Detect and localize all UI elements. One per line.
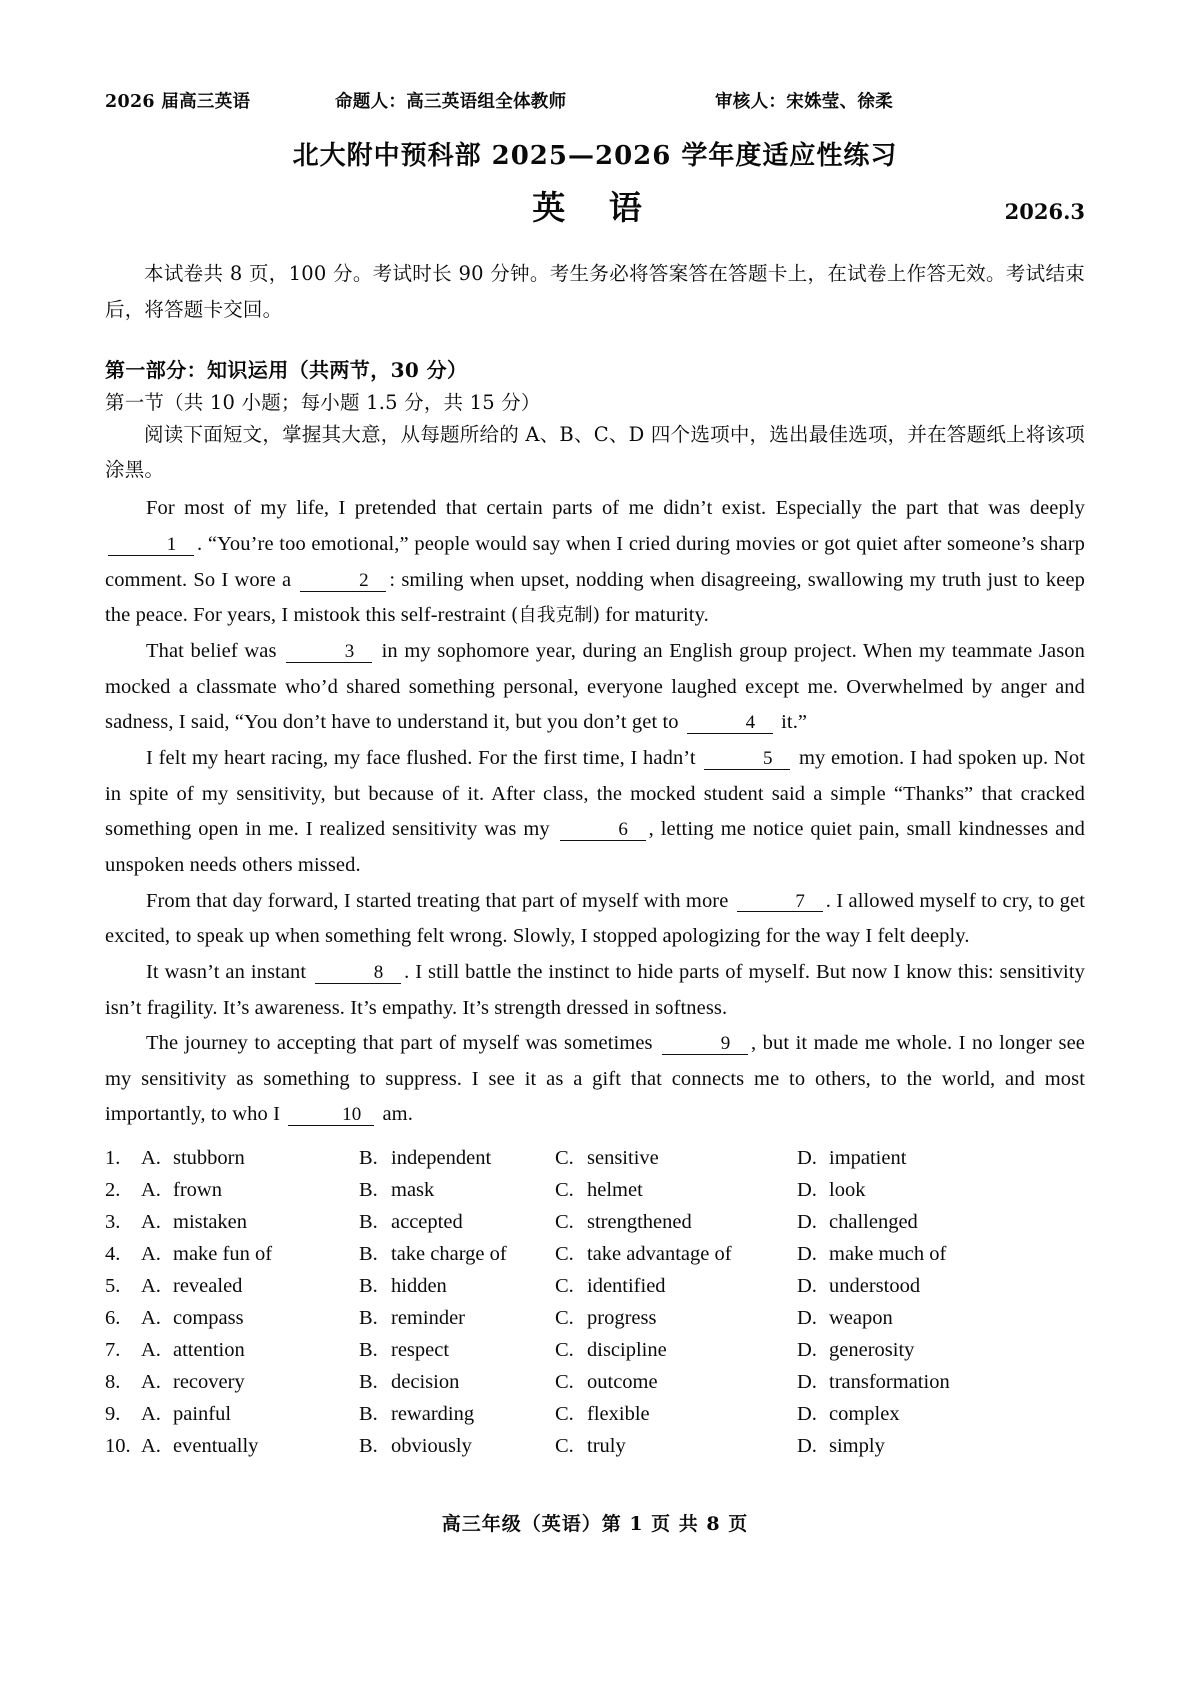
passage-paragraph xyxy=(105,634,1085,741)
option-D[interactable] xyxy=(797,1143,1085,1175)
header-grade-label: 2026 届高三英语 xyxy=(105,92,251,112)
option-letter-C: C. xyxy=(555,1370,574,1393)
option-C[interactable] xyxy=(555,1303,797,1335)
option-text: complex xyxy=(829,1402,900,1425)
option-A[interactable] xyxy=(141,1239,359,1271)
option-text: mistaken xyxy=(173,1211,248,1234)
answer-blank-10[interactable]: 10 xyxy=(288,1105,374,1126)
option-letter-B: B. xyxy=(359,1147,378,1170)
option-A[interactable] xyxy=(141,1431,359,1463)
option-B[interactable] xyxy=(359,1175,555,1207)
option-letter-A: A. xyxy=(141,1211,161,1234)
options-list xyxy=(105,1143,1085,1463)
answer-blank-7[interactable]: 7 xyxy=(737,892,823,913)
option-A[interactable] xyxy=(141,1143,359,1175)
option-C[interactable] xyxy=(555,1335,797,1367)
option-letter-A: A. xyxy=(141,1179,161,1202)
question-number: 4. xyxy=(105,1243,121,1266)
page-title: 北大附中预科部 2025—2026 学年度适应性练习 xyxy=(292,141,898,171)
option-text: make fun of xyxy=(173,1243,273,1266)
option-D[interactable] xyxy=(797,1335,1085,1367)
option-A[interactable] xyxy=(141,1175,359,1207)
option-text: simply xyxy=(829,1434,885,1457)
passage-text: for maturity. xyxy=(600,604,709,627)
option-C[interactable] xyxy=(555,1271,797,1303)
option-D[interactable] xyxy=(797,1367,1085,1399)
option-letter-D: D. xyxy=(797,1275,817,1297)
option-D[interactable] xyxy=(797,1271,1085,1303)
option-letter-B: B. xyxy=(359,1338,378,1361)
passage-text: The journey to accepting that part of myself was sometimes xyxy=(146,1032,660,1055)
option-letter-D: D. xyxy=(797,1306,817,1329)
answer-blank-6[interactable]: 6 xyxy=(560,820,646,841)
question-number: 5. xyxy=(105,1275,121,1297)
option-letter-A: A. xyxy=(141,1147,161,1170)
question-number: 3. xyxy=(105,1211,121,1234)
option-text: make much of xyxy=(829,1243,947,1266)
option-text: painful xyxy=(173,1402,232,1425)
option-text: take charge of xyxy=(391,1243,507,1266)
passage-text: it.” xyxy=(775,711,808,734)
option-text: reminder xyxy=(391,1306,465,1329)
option-letter-D: D. xyxy=(797,1147,817,1170)
option-text: respect xyxy=(391,1338,450,1361)
question-row xyxy=(105,1303,1085,1335)
option-A[interactable] xyxy=(141,1399,359,1431)
exam-date: 2026.3 xyxy=(1004,199,1085,224)
option-letter-B: B. xyxy=(359,1243,378,1266)
passage-paragraph xyxy=(105,1026,1085,1133)
option-D[interactable] xyxy=(797,1399,1085,1431)
passage-paragraph xyxy=(105,884,1085,955)
option-B[interactable] xyxy=(359,1431,555,1463)
option-letter-B: B. xyxy=(359,1179,378,1202)
option-B[interactable] xyxy=(359,1271,555,1303)
passage-text: am. xyxy=(377,1103,413,1126)
option-A[interactable] xyxy=(141,1207,359,1239)
subject-title-row xyxy=(105,182,1085,226)
option-D[interactable] xyxy=(797,1175,1085,1207)
question-row xyxy=(105,1239,1085,1271)
option-text: mask xyxy=(391,1179,435,1202)
option-B[interactable] xyxy=(359,1335,555,1367)
option-text: truly xyxy=(587,1434,626,1457)
question-number: 10. xyxy=(105,1434,131,1457)
header-author-label: 命题人：高三英语组全体教师 xyxy=(335,92,567,112)
option-text: outcome xyxy=(587,1370,658,1393)
section-directions: 阅读下面短文，掌握其大意，从每题所给的 A、B、C、D 四个选项中，选出最佳选项，并在答题纸上将该项涂黑。 xyxy=(105,423,1085,482)
option-text: strengthened xyxy=(587,1211,692,1234)
passage-text: in my sophomore year, during an English group project. When my teammate Jason mocked a classmate who’d shared something personal, everyone laughed except me. Overwhelmed by anger and sadness, I said, “You don’t have to understand it, but you don’t get to xyxy=(105,639,1085,734)
option-letter-D: D. xyxy=(797,1243,817,1266)
option-C[interactable] xyxy=(555,1367,797,1399)
option-A[interactable] xyxy=(141,1335,359,1367)
option-B[interactable] xyxy=(359,1367,555,1399)
question-number: 8. xyxy=(105,1370,121,1393)
cloze-passage xyxy=(105,491,1085,1133)
header-reviewer-label: 审核人：宋姝莹、徐柔 xyxy=(715,92,893,112)
option-letter-B: B. xyxy=(359,1370,378,1393)
option-text: frown xyxy=(173,1179,222,1202)
option-text: helmet xyxy=(587,1179,643,1202)
part-one-title: 第一部分：知识运用（共两节，30 分） xyxy=(105,358,468,383)
option-letter-B: B. xyxy=(359,1211,378,1234)
option-C[interactable] xyxy=(555,1143,797,1175)
answer-blank-1[interactable]: 1 xyxy=(108,535,194,556)
option-text: sensitive xyxy=(587,1147,659,1170)
question-number: 1. xyxy=(105,1147,121,1170)
option-text: take advantage of xyxy=(587,1243,732,1266)
option-text: transformation xyxy=(829,1370,950,1393)
option-C[interactable] xyxy=(555,1239,797,1271)
option-letter-A: A. xyxy=(141,1275,161,1297)
option-letter-D: D. xyxy=(797,1370,817,1393)
option-text: decision xyxy=(391,1370,460,1393)
page-footer: 高三年级（英语）第 1 页 共 8 页 xyxy=(441,1513,749,1535)
option-C[interactable] xyxy=(555,1175,797,1207)
passage-text: . I still battle the instinct to hide parts of myself. But now I know this: sensitivity isn’t fragility. It’s awareness. It’s empathy. It’s strength dressed in softness. xyxy=(105,960,1086,1019)
option-text: progress xyxy=(587,1306,657,1329)
option-text: challenged xyxy=(829,1211,918,1234)
option-letter-A: A. xyxy=(141,1338,161,1361)
question-row xyxy=(105,1367,1085,1399)
option-letter-A: A. xyxy=(141,1370,161,1393)
option-letter-A: A. xyxy=(141,1434,161,1457)
option-text: obviously xyxy=(391,1434,472,1457)
option-letter-A: A. xyxy=(141,1243,161,1266)
option-letter-C: C. xyxy=(555,1338,574,1361)
option-letter-D: D. xyxy=(797,1338,817,1361)
option-letter-C: C. xyxy=(555,1275,574,1297)
option-text: compass xyxy=(173,1306,244,1329)
option-text: generosity xyxy=(829,1338,915,1361)
option-letter-A: A. xyxy=(141,1306,161,1329)
exam-notice: 本试卷共 8 页，100 分。考试时长 90 分钟。考生务必将答案答在答题卡上，在试卷上作答无效。考试结束后，将答题卡交回。 xyxy=(105,262,1085,322)
option-letter-C: C. xyxy=(555,1434,574,1457)
option-text: revealed xyxy=(173,1275,243,1297)
question-number: 6. xyxy=(105,1306,121,1329)
question-number: 2. xyxy=(105,1179,121,1202)
option-B[interactable] xyxy=(359,1303,555,1335)
option-letter-A: A. xyxy=(141,1402,161,1425)
option-letter-C: C. xyxy=(555,1211,574,1234)
passage-text: It wasn’t an instant xyxy=(146,960,313,983)
option-text: independent xyxy=(391,1147,492,1170)
option-text: weapon xyxy=(829,1306,893,1329)
passage-text: my emotion. I had spoken up. Not in spite of my sensitivity, but because of it. After class, the mocked student said a simple “Thanks” that cracked something open in me. I realized sensitivity was my xyxy=(105,746,1085,841)
option-B[interactable] xyxy=(359,1239,555,1271)
passage-paragraph xyxy=(105,491,1085,634)
option-B[interactable] xyxy=(359,1399,555,1431)
option-letter-C: C. xyxy=(555,1306,574,1329)
option-text: attention xyxy=(173,1338,245,1361)
option-C[interactable] xyxy=(555,1399,797,1431)
option-text: accepted xyxy=(391,1211,463,1234)
answer-blank-4[interactable]: 4 xyxy=(687,713,773,734)
question-row xyxy=(105,1271,1085,1303)
chinese-gloss: (自我克制) xyxy=(510,605,601,627)
option-D[interactable] xyxy=(797,1207,1085,1239)
option-text: look xyxy=(829,1179,866,1202)
option-text: recovery xyxy=(173,1370,245,1393)
option-text: stubborn xyxy=(173,1147,245,1170)
section-one-title: 第一节（共 10 小题；每小题 1.5 分，共 15 分） xyxy=(105,391,541,415)
option-letter-D: D. xyxy=(797,1179,817,1202)
option-A[interactable] xyxy=(141,1271,359,1303)
passage-paragraph xyxy=(105,741,1085,884)
passage-text: , but it made me whole. I no longer see my sensitivity as something to suppress. I see it as a gift that connects me to others, to the world, and most importantly, to who I xyxy=(105,1032,1085,1126)
option-letter-C: C. xyxy=(555,1179,574,1202)
option-text: discipline xyxy=(587,1338,667,1361)
option-letter-D: D. xyxy=(797,1402,817,1425)
passage-text: From that day forward, I started treating that part of myself with more xyxy=(146,889,734,912)
option-letter-C: C. xyxy=(555,1147,574,1170)
option-letter-C: C. xyxy=(555,1243,574,1266)
option-text: flexible xyxy=(587,1402,650,1425)
option-text: eventually xyxy=(173,1434,259,1457)
passage-text: , letting me notice quiet pain, small kindnesses and unspoken needs others missed. xyxy=(105,818,1085,876)
option-D[interactable] xyxy=(797,1431,1085,1463)
option-D[interactable] xyxy=(797,1303,1085,1335)
option-D[interactable] xyxy=(797,1239,1085,1271)
option-letter-D: D. xyxy=(797,1211,817,1234)
question-number: 9. xyxy=(105,1402,121,1425)
option-letter-B: B. xyxy=(359,1434,378,1457)
question-row xyxy=(105,1399,1085,1431)
option-B[interactable] xyxy=(359,1143,555,1175)
question-number: 7. xyxy=(105,1338,121,1361)
question-row xyxy=(105,1431,1085,1463)
answer-blank-5[interactable]: 5 xyxy=(704,749,790,770)
option-text: rewarding xyxy=(391,1402,475,1425)
question-row xyxy=(105,1143,1085,1175)
passage-paragraph xyxy=(105,955,1085,1026)
answer-blank-3[interactable]: 3 xyxy=(286,642,372,663)
option-letter-B: B. xyxy=(359,1275,378,1297)
answer-blank-2[interactable]: 2 xyxy=(300,571,386,592)
option-text: understood xyxy=(829,1275,921,1297)
option-text: identified xyxy=(587,1275,666,1297)
passage-text: . “You’re too emotional,” people would say when I cried during movies or got quiet after someone’s sharp comment. So I wore a xyxy=(105,532,1085,591)
option-letter-C: C. xyxy=(555,1402,574,1425)
passage-text: I felt my heart racing, my face flushed. For the first time, I hadn’t xyxy=(146,746,702,769)
option-letter-D: D. xyxy=(797,1434,817,1457)
option-A[interactable] xyxy=(141,1303,359,1335)
option-letter-B: B. xyxy=(359,1402,378,1425)
option-text: impatient xyxy=(829,1147,907,1170)
passage-text: . I allowed myself to cry, to get excited, to speak up when something felt wrong. Slowly, I stopped apologizing for the way I felt deeply. xyxy=(105,889,1085,948)
question-row xyxy=(105,1175,1085,1207)
passage-text: That belief was xyxy=(146,639,284,662)
answer-blank-9[interactable]: 9 xyxy=(662,1034,748,1055)
option-A[interactable] xyxy=(141,1367,359,1399)
passage-text: For most of my life, I pretended that certain parts of me didn’t exist. Especially the part that was deeply xyxy=(146,497,1085,520)
page-header xyxy=(105,88,1085,113)
question-row xyxy=(105,1335,1085,1367)
question-row xyxy=(105,1207,1085,1239)
passage-text: : smiling when upset, nodding when disagreeing, swallowing my truth just to keep the peace. For years, I mistook this self-restraint xyxy=(105,568,1086,627)
option-letter-B: B. xyxy=(359,1306,378,1329)
option-text: hidden xyxy=(391,1275,447,1297)
option-C[interactable] xyxy=(555,1431,797,1463)
answer-blank-8[interactable]: 8 xyxy=(315,963,401,984)
subject-title: 英 语 xyxy=(532,188,658,227)
option-C[interactable] xyxy=(555,1207,797,1239)
option-B[interactable] xyxy=(359,1207,555,1239)
